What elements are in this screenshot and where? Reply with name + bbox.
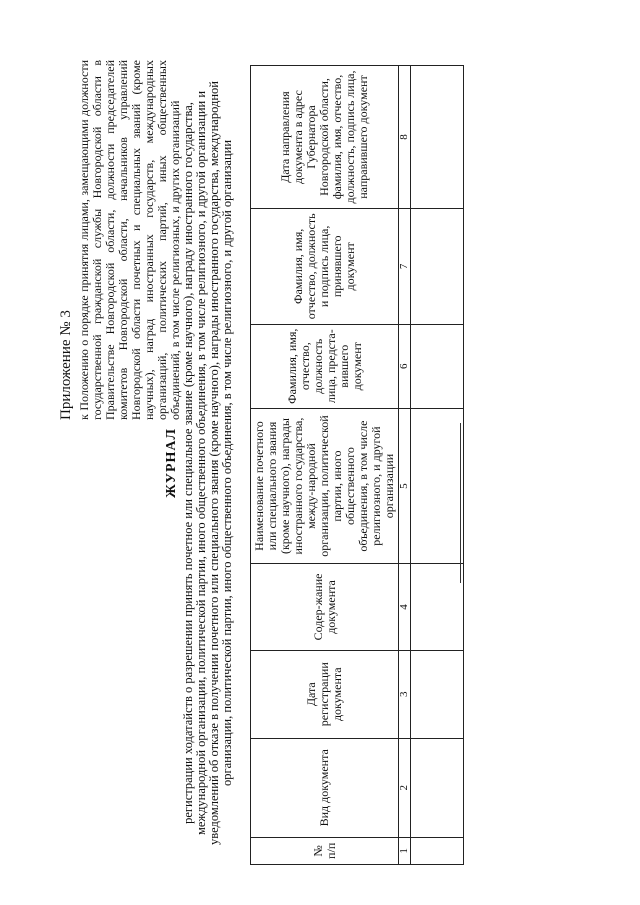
table-cell	[411, 209, 464, 325]
header-cell-reg-date: Дата регистрации документа	[251, 650, 399, 738]
column-number: 8	[399, 66, 411, 209]
header-cell-content: Содер-жание документа	[251, 564, 399, 650]
journal-table	[250, 65, 464, 865]
header-cell-forwarding: Дата направления документа в адрес Губернатора Новгородской области, фамилия, имя, отчество, должность, подпись лица, направившего документ	[251, 66, 399, 209]
table-cell	[411, 837, 464, 864]
column-number: 4	[399, 564, 411, 650]
appendix-subtitle: к Положению о порядке принятия лицами, замещающими должности государственной гражданской службы Новгородской области в Правительстве Новгородской области, должности председателей комитетов Новгородской области, начальников управлений Новгородской области почетных и специальных званий (кроме научных), наград иностранных государств, международных организаций, политических партий, иных общественных объединений, в том числе религиозных, и других организаций	[77, 60, 182, 420]
header-cell-award-name: Наименование почетного или специального звания (кроме научного), награды иностранного государства, между-народной организации, политической партии, иного общественного объединения, в том числе религиозного, и другой организации	[251, 408, 399, 564]
header-cell-submitter: Фамилия, имя, отчество, должность лица, предста-вившего документ	[251, 324, 399, 408]
header-cell-receiver: Фамилия, имя, отчество, должность и подпись лица, принявшего документ	[251, 209, 399, 325]
table-cell	[411, 324, 464, 408]
column-number: 7	[399, 209, 411, 325]
journal-description: регистрации ходатайств о разрешении принять почетное или специальное звание (кроме научного), награду иностранного государства, международной организации, политической партии, иного общественного объединения, в том числе религиозного, и другой организации и уведомлений об отказе в получении почетного или специального звания (кроме научного), награды иностранного государства, международной организации, политической партии, иного общественного объединения, в том числе религиозного, и другой организации	[181, 81, 234, 845]
header-cell-number: № п/п	[251, 837, 399, 864]
table-cell	[411, 650, 464, 738]
column-number: 6	[399, 324, 411, 408]
table-cell	[411, 408, 464, 564]
column-number: 2	[399, 738, 411, 837]
appendix-title: Приложение № 3	[58, 310, 74, 420]
column-number: 5	[399, 408, 411, 564]
header-cell-doc-type: Вид документа	[251, 738, 399, 837]
column-number: 3	[399, 650, 411, 738]
table-cell	[411, 738, 464, 837]
journal-title: ЖУРНАЛ	[164, 428, 179, 498]
table-cell	[411, 564, 464, 650]
table-header-row	[251, 66, 399, 865]
column-number: 1	[399, 837, 411, 864]
footer-divider	[460, 423, 461, 583]
table-row	[411, 66, 464, 865]
table-cell	[411, 66, 464, 209]
column-number-row	[399, 66, 411, 865]
rotated-sheet	[52, 43, 472, 883]
